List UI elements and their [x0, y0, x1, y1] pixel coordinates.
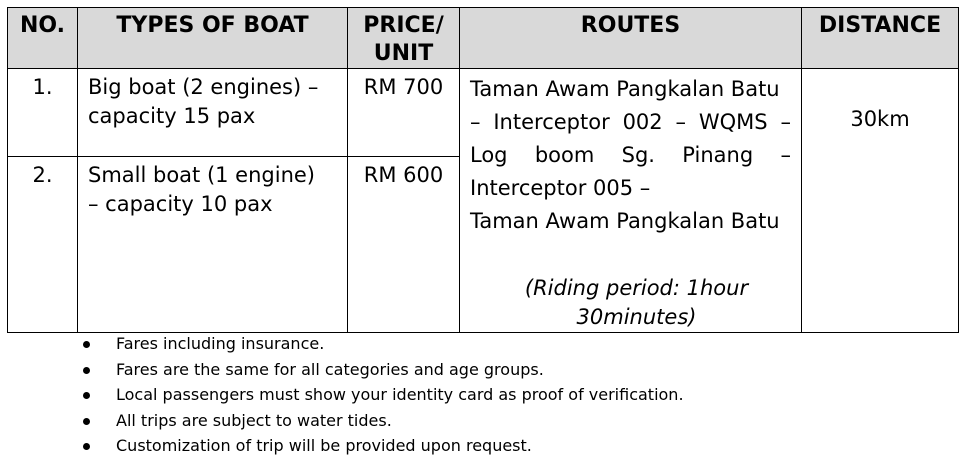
- header-routes: ROUTES: [460, 8, 802, 69]
- row-number: 2.: [8, 157, 78, 333]
- route-line: Interceptor 005 –: [470, 176, 651, 200]
- list-item: [80, 433, 684, 459]
- distance-cell: 30km: [802, 69, 959, 333]
- header-boat-type: TYPES OF BOAT: [78, 8, 348, 69]
- table-header-row: [8, 8, 959, 69]
- note-text: Fares including insurance.: [116, 334, 325, 353]
- header-price-line2: UNIT: [373, 41, 434, 66]
- price-cell: RM 700: [348, 69, 460, 157]
- note-text: All trips are subject to water tides.: [116, 410, 392, 430]
- bullet-icon: [83, 418, 90, 425]
- price-cell: RM 600: [348, 157, 460, 333]
- route-line: Taman Awam Pangkalan Batu: [470, 209, 780, 233]
- row-number: 1.: [8, 69, 78, 157]
- riding-period: [470, 274, 791, 332]
- list-item: [80, 382, 684, 408]
- header-no: NO.: [8, 8, 78, 69]
- route-line: – Interceptor 002 – WQMS –: [470, 110, 791, 134]
- bullet-icon: [83, 392, 90, 399]
- header-price: [348, 8, 460, 69]
- boat-type-line: Small boat (1 engine): [88, 163, 316, 188]
- header-price-line1: PRICE/: [363, 13, 444, 38]
- boat-type-cell: [78, 157, 348, 333]
- note-text: Local passengers must show your identity card as proof of verification.: [116, 385, 684, 404]
- boat-type-cell: [78, 69, 348, 157]
- bullet-icon: [83, 341, 90, 348]
- note-text: Customization of trip will be provided upon request.: [116, 436, 532, 455]
- table-row: [8, 69, 959, 157]
- boat-type-line: – capacity 10 pax: [88, 192, 273, 217]
- route-line: Taman Awam Pangkalan Batu: [470, 77, 780, 101]
- boat-fare-table: [7, 7, 959, 333]
- list-item: [80, 331, 684, 357]
- note-text: Fares are the same for all categories and age groups.: [116, 359, 544, 379]
- riding-period-line: 30minutes): [576, 305, 697, 329]
- route-line: Log boom Sg. Pinang –: [470, 143, 791, 167]
- notes-list: [80, 331, 684, 459]
- riding-period-line: (Riding period: 1hour: [524, 276, 749, 300]
- boat-type-line: capacity 15 pax: [88, 104, 256, 128]
- list-item: [80, 357, 684, 383]
- boat-type-line: Big boat (2 engines) –: [88, 75, 319, 99]
- header-distance: DISTANCE: [802, 8, 959, 69]
- list-item: [80, 408, 684, 434]
- bullet-icon: [83, 367, 90, 374]
- bullet-icon: [83, 443, 90, 450]
- route-cell: [460, 69, 802, 333]
